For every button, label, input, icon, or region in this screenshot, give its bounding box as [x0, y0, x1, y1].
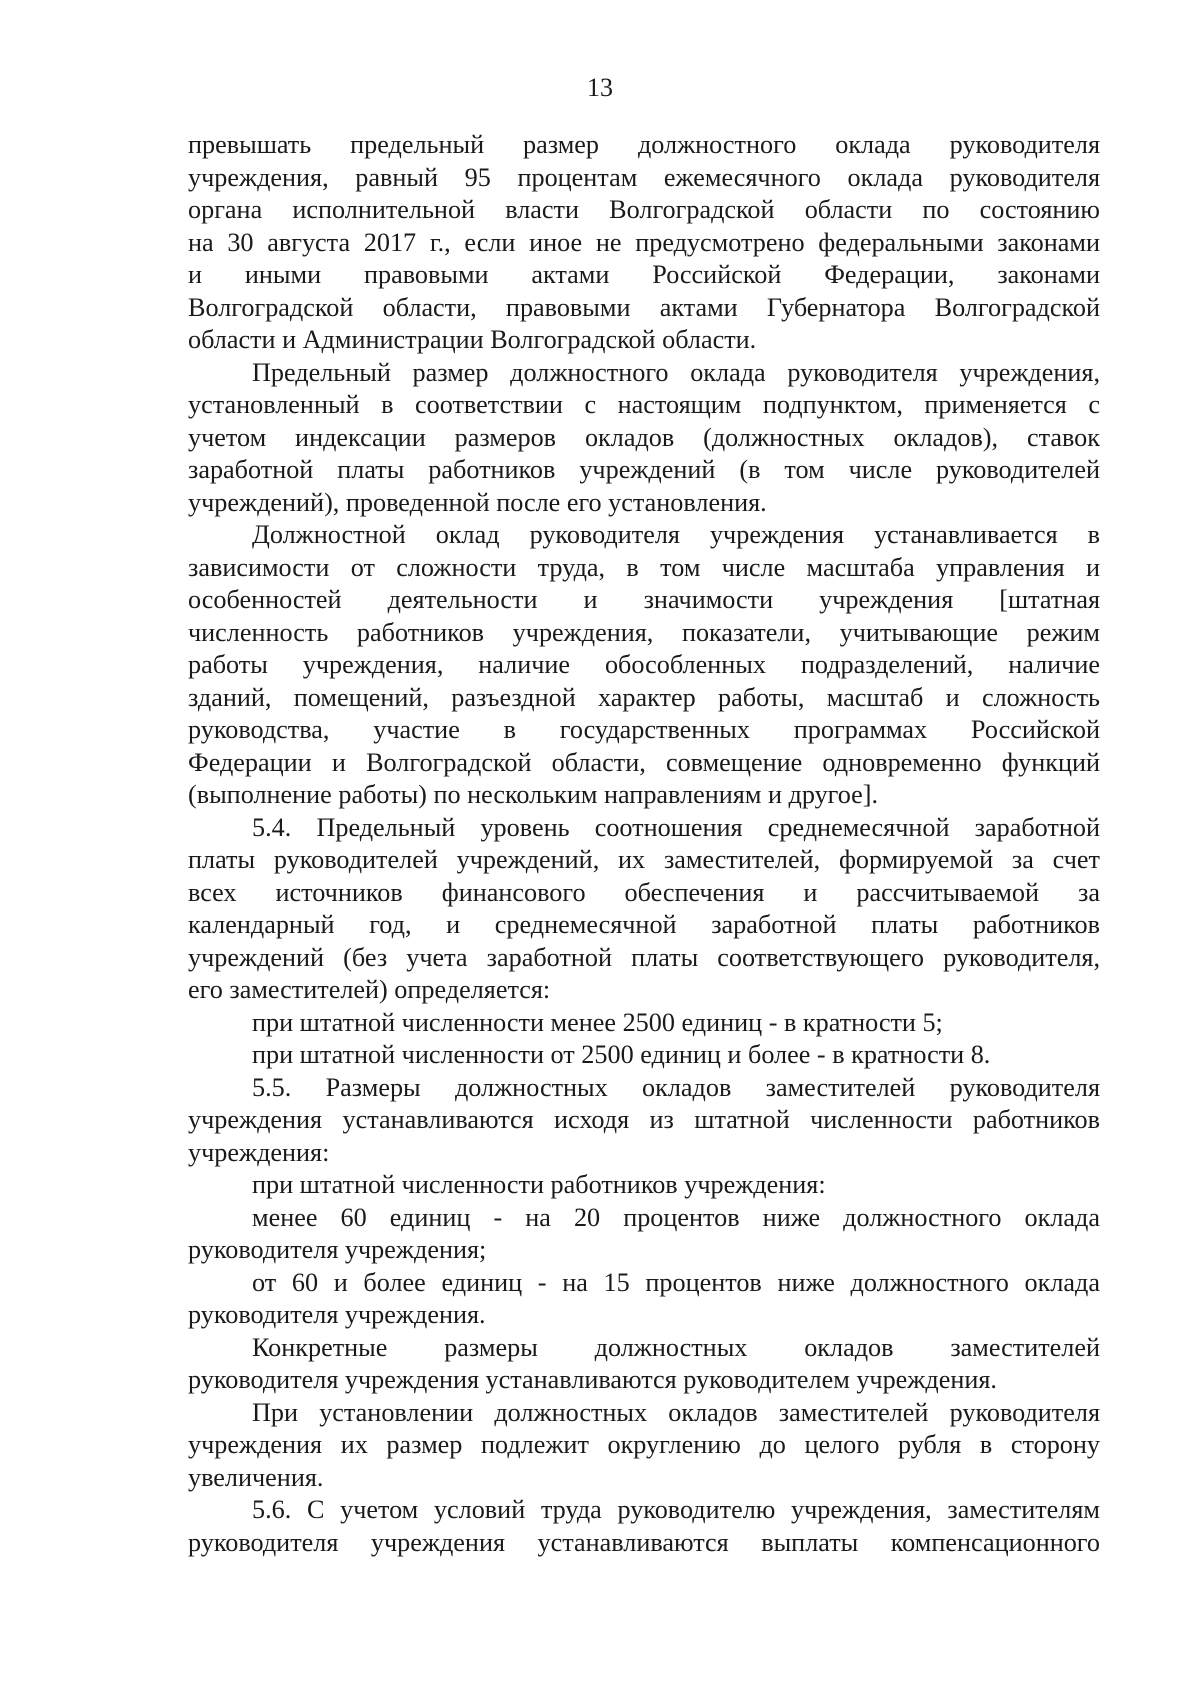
text-line: области и Администрации Волгоградской области. [188, 325, 757, 354]
paragraph [188, 1202, 1100, 1267]
text-line: учреждения: [188, 1137, 330, 1167]
page-number: 13 [587, 73, 613, 102]
text-line: руководителя учреждения. [188, 1300, 486, 1329]
text-line: учреждений (без учета заработной платы соответствующего руководителя, [188, 942, 1100, 972]
text-line: (выполнение работы) по нескольким направлениям и другое]. [188, 780, 879, 809]
text-line: учреждения их размер подлежит округлению до целого рубля в сторону [188, 1430, 1100, 1459]
text-line: зависимости от сложности труда, в том числе масштаба управления и [188, 552, 1100, 582]
text-line: превышать предельный размер должностного оклада руководителя [188, 130, 1100, 159]
text-line: при штатной численности работников учреждения: [252, 1170, 826, 1199]
paragraph [188, 1039, 1100, 1072]
text-line: руководителя учреждения; [188, 1235, 487, 1264]
paragraph [188, 1169, 1100, 1202]
text-line: особенностей деятельности и значимости учреждения [штатная [188, 585, 1100, 614]
text-line: руководителя учреждения устанавливаются руководителем учреждения. [188, 1365, 997, 1394]
paragraph [188, 1072, 1100, 1170]
paragraph [188, 812, 1100, 1007]
text-line: Должностной оклад руководителя учреждения устанавливается в [252, 520, 1100, 549]
text-line: календарный год, и среднемесячной заработной платы работников [188, 910, 1100, 939]
text-line: при штатной численности менее 2500 единиц - в кратности 5; [252, 1007, 943, 1037]
text-line: зданий, помещений, разъездной характер работы, масштаб и сложность [188, 682, 1100, 712]
paragraph [188, 357, 1100, 520]
text-line: При установлении должностных окладов заместителей руководителя [252, 1397, 1100, 1427]
text-line: учреждений), проведенной после его установления. [188, 487, 767, 517]
text-line: работы учреждения, наличие обособленных подразделений, наличие [188, 650, 1100, 679]
text-line: численность работников учреждения, показатели, учитывающие режим [188, 617, 1100, 647]
paragraph [188, 1397, 1100, 1495]
paragraph [188, 1332, 1100, 1397]
text-line: Федерации и Волгоградской области, совмещение одновременно функций [188, 747, 1100, 777]
text-line: его заместителей) определяется: [188, 975, 551, 1004]
text-line: 5.5. Размеры должностных окладов заместителей руководителя [252, 1072, 1100, 1102]
paragraph [188, 519, 1100, 812]
text-line: органа исполнительной власти Волгоградской области по состоянию [188, 195, 1100, 224]
text-line: заработной платы работников учреждений (в том числе руководителей [188, 455, 1100, 484]
text-line: руководства, участие в государственных программах Российской [188, 715, 1100, 744]
text-line: всех источников финансового обеспечения и рассчитываемой за [188, 877, 1100, 907]
text-line: на 30 августа 2017 г., если иное не предусмотрено федеральными законами [188, 227, 1100, 257]
text-line: руководителя учреждения устанавливаются выплаты компенсационного [188, 1527, 1100, 1557]
text-line: Волгоградской области, правовыми актами Губернатора Волгоградской [188, 292, 1100, 322]
text-line: при штатной численности от 2500 единиц и более - в кратности 8. [252, 1040, 991, 1069]
text-line: Предельный размер должностного оклада руководителя учреждения, [252, 357, 1100, 387]
text-line: увеличения. [188, 1462, 324, 1492]
text-line: 5.4. Предельный уровень соотношения среднемесячной заработной [252, 812, 1100, 842]
text-line: платы руководителей учреждений, их заместителей, формируемой за счет [188, 845, 1100, 874]
document-body [188, 129, 1100, 1559]
paragraph [188, 1494, 1100, 1559]
text-line: учреждения устанавливаются исходя из штатной численности работников [188, 1105, 1100, 1134]
text-line: Конкретные размеры должностных окладов заместителей [252, 1332, 1100, 1362]
text-line: менее 60 единиц - на 20 процентов ниже должностного оклада [252, 1202, 1100, 1232]
text-line: от 60 и более единиц - на 15 процентов ниже должностного оклада [252, 1267, 1100, 1297]
text-line: учреждения, равный 95 процентам ежемесячного оклада руководителя [188, 162, 1100, 192]
text-line: учетом индексации размеров окладов (должностных окладов), ставок [188, 422, 1100, 452]
text-line: 5.6. С учетом условий труда руководителю учреждения, заместителям [252, 1495, 1100, 1524]
text-line: и иными правовыми актами Российской Федерации, законами [188, 260, 1100, 289]
paragraph [188, 1267, 1100, 1332]
text-line: установленный в соответствии с настоящим подпунктом, применяется с [188, 390, 1100, 419]
paragraph [188, 129, 1100, 357]
paragraph [188, 1007, 1100, 1040]
